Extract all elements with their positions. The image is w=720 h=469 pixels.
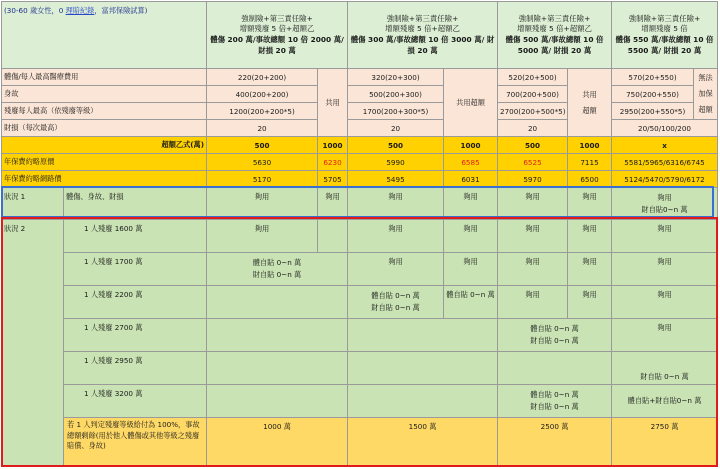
scenario-2-cell: 夠用	[568, 220, 612, 253]
scenario-1-plan-4-selfpay: 財自貼0~n 萬	[641, 204, 688, 214]
self-pay-text: 體自貼 0~n 萬	[446, 290, 495, 299]
scenario-2-cell	[348, 319, 498, 352]
scenario-2-cell: 夠用	[348, 253, 444, 286]
scenario-1-cell: 夠用	[498, 188, 568, 220]
corner-tail: ，富邦保險試算)	[94, 6, 148, 15]
shared-label-plan-3-a: 共用	[582, 89, 597, 99]
coverage-value: 750(200+550)	[612, 86, 694, 103]
scenario-2-cell	[444, 286, 498, 319]
scenario-2-cell	[498, 319, 612, 352]
scenario-2-cell	[498, 352, 612, 385]
scenario-2-cell: 夠用	[612, 319, 718, 352]
scenario-2-cell: 夠用	[498, 286, 568, 319]
shared-label-plan-2: 共用超額	[444, 69, 498, 137]
prop-pay-text: 財自貼 0~n 萬	[252, 270, 302, 279]
coverage-value: 570(20+550)	[612, 69, 694, 86]
premium-value: 6031	[444, 171, 498, 188]
self-pay-text: 體自貼 0~n 萬	[252, 258, 302, 267]
excess-value: x	[612, 137, 718, 154]
scenario-2-cell	[207, 352, 348, 385]
coverage-value: 520(20+500)	[498, 69, 568, 86]
scenario-2-cell: 夠用	[444, 220, 498, 253]
premium-value: 5581/5965/6316/6745	[612, 154, 718, 171]
scenario-2-row-4	[2, 319, 718, 352]
coverage-value: 20	[207, 120, 318, 137]
coverage-value: 20	[498, 120, 568, 137]
scenario-2-cell	[207, 253, 348, 286]
plan-4-note-2: 加保	[698, 89, 713, 98]
header-corner	[2, 2, 207, 69]
scenario-2-cell: 夠用	[568, 286, 612, 319]
scenario-2-condition-row	[2, 418, 718, 466]
excess-value: 500	[207, 137, 318, 154]
scenario-2-row-1	[2, 220, 718, 253]
plan-4-line1: 強制險+第三責任險+	[628, 13, 701, 23]
premium-value: 6230	[318, 154, 348, 171]
scenario-2-row-2	[2, 253, 718, 286]
self-pay-text: 體自貼 0~n 萬	[530, 390, 579, 399]
premium-value: 5124/5470/5790/6172	[612, 171, 718, 188]
premium-value: 6525	[498, 154, 568, 171]
coverage-value: 20/50/100/200	[612, 120, 718, 137]
premium-value: 5705	[318, 171, 348, 188]
excess-value: 1000	[318, 137, 348, 154]
plan-4-note-1: 無法	[698, 73, 713, 82]
excess-value: 1000	[568, 137, 612, 154]
prop-pay-text: 財自貼 0~n 萬	[530, 336, 579, 345]
scenario-1-plan-4-ok: 夠用	[657, 192, 672, 202]
premium-original-row	[2, 154, 718, 171]
plan-4-header	[612, 2, 718, 69]
scenario-2-cell: 財自貼 0~n 萬	[612, 352, 718, 385]
plan-2-line1: 強制險+第三責任險+	[386, 13, 459, 23]
plan-2-line3: 體傷 300 萬/事故總額 10 倍 3000 萬/ 財損 20 萬	[350, 35, 495, 55]
scenario-2-case: 1 人殘廢 2700 萬	[64, 319, 207, 352]
scenario-2-cell: 夠用	[207, 220, 318, 253]
scenario-2-cell	[207, 385, 348, 418]
scenario-2-case: 1 人殘廢 2200 萬	[64, 286, 207, 319]
scenario-2-case: 1 人殘廢 1600 萬	[64, 220, 207, 253]
self-pay-text: 體自貼 0~n 萬	[371, 291, 420, 300]
excess-value: 500	[498, 137, 568, 154]
claims-record-link[interactable]: 理賠紀錄	[65, 6, 95, 15]
plan-1-header	[207, 2, 348, 69]
scenario-1-row	[2, 188, 718, 220]
coverage-value: 1200(200+200*5)	[207, 103, 318, 120]
scenario-2-cell: 夠用	[612, 286, 718, 319]
plan-2-header	[348, 2, 498, 69]
coverage-value: 320(20+300)	[348, 69, 444, 86]
scenario-2-cell: 夠用	[444, 253, 498, 286]
plan-1-line2: 增額殘廢 5 倍+超額乙	[239, 24, 315, 34]
plan-1-line1: 強制險+第三責任險+	[241, 13, 313, 23]
premium-value: 6585	[444, 154, 498, 171]
scenario-2-cell: 夠用	[568, 253, 612, 286]
premium-value: 5970	[498, 171, 568, 188]
scenario-2-cell: 體自貼+財自貼0~n 萬	[612, 385, 718, 418]
remaining-amount: 2750 萬	[612, 418, 718, 466]
coverage-label: 身故	[2, 86, 207, 103]
coverage-label: 殘廢每人最高（依殘廢等級）	[2, 103, 207, 120]
coverage-value: 2700(200+500*5)	[498, 103, 568, 120]
scenario-2-row-6	[2, 385, 718, 418]
plan-4-note-3: 超額	[698, 105, 713, 114]
premium-value: 7115	[568, 154, 612, 171]
premium-value: 5630	[207, 154, 318, 171]
corner-text: (30-60 歲女性，0	[4, 6, 66, 15]
scenario-2-cell	[207, 286, 348, 319]
scenario-2-cell	[348, 385, 498, 418]
scenario-1-cell: 夠用	[568, 188, 612, 220]
shared-label-plan-3	[568, 69, 612, 137]
prop-pay-text: 財自貼 0~n 萬	[530, 402, 579, 411]
scenario-1-cell: 夠用	[207, 188, 318, 220]
scenario-2-case: 1 人殘廢 1700 萬	[64, 253, 207, 286]
coverage-value: 500(200+300)	[348, 86, 444, 103]
coverage-row-medical	[2, 69, 718, 86]
scenario-2-label: 狀況 2	[2, 220, 64, 466]
coverage-value: 2950(200+550*5)	[612, 103, 694, 120]
premium-value: 5170	[207, 171, 318, 188]
remaining-amount: 1000 萬	[207, 418, 348, 466]
scenario-2-condition: 若 1 人判定殘廢等級給付為 100%，事故總額剩餘(用於他人體傷或其他等級之殘廢賠償、身故)	[64, 418, 207, 466]
shared-label-plan-3-b: 超額	[582, 105, 597, 115]
premium-value: 5495	[348, 171, 444, 188]
coverage-value: 700(200+500)	[498, 86, 568, 103]
plan-3-line1: 強制險+第三責任險+	[518, 13, 591, 23]
scenario-2-cell: 夠用	[612, 253, 718, 286]
scenario-1-cell: 夠用	[444, 188, 498, 220]
premium-value: 6500	[568, 171, 612, 188]
shared-label-plan-1: 共用	[318, 69, 348, 137]
excess-value: 500	[348, 137, 444, 154]
scenario-1-desc: 體傷、身故、財損	[64, 188, 207, 220]
premium-online-row	[2, 171, 718, 188]
plan-3-line3: 體傷 500 萬/事故總額 10 倍 5000 萬/ 財損 20 萬	[505, 35, 604, 55]
scenario-1-plan-4	[612, 188, 718, 220]
scenario-2-case: 1 人殘廢 2950 萬	[64, 352, 207, 385]
plan-2-line2: 增額殘廢 5 倍+超額乙	[385, 24, 460, 34]
coverage-value: 1700(200+300*5)	[348, 103, 444, 120]
coverage-value: 220(20+200)	[207, 69, 318, 86]
coverage-value: 20	[348, 120, 444, 137]
plan-header-row	[2, 2, 718, 69]
excess-value: 1000	[444, 137, 498, 154]
scenario-2-cell: 夠用	[498, 220, 568, 253]
scenario-1-label: 狀況 1	[2, 188, 64, 220]
coverage-value: 400(200+200)	[207, 86, 318, 103]
scenario-2-cell	[207, 319, 348, 352]
remaining-amount: 2500 萬	[498, 418, 612, 466]
premium-value: 5990	[348, 154, 444, 171]
self-pay-text: 體自貼 0~n 萬	[530, 324, 579, 333]
scenario-2-row-5	[2, 352, 718, 385]
scenario-2-cell	[348, 352, 498, 385]
scenario-2-cell: 夠用	[498, 253, 568, 286]
excess-row	[2, 137, 718, 154]
plan-3-line2: 增額殘廢 5 倍+超額乙	[517, 24, 592, 34]
plan-1-line3: 體傷 200 萬/事故總額 10 倍 2000 萬/ 財損 20 萬	[210, 35, 344, 55]
scenario-2-cell	[498, 385, 612, 418]
plan-3-header	[498, 2, 612, 69]
scenario-2-row-3	[2, 286, 718, 319]
remaining-amount: 1500 萬	[348, 418, 498, 466]
plan-4-line2: 增額殘廢 5 倍	[641, 24, 688, 34]
plan-4-line3: 體傷 550 萬/事故總額 10 倍 5500 萬/ 財損 20 萬	[615, 35, 714, 55]
plan-4-note	[694, 69, 718, 120]
scenario-1-cell: 夠用	[318, 188, 348, 220]
scenario-2-cell: 夠用	[348, 220, 444, 253]
excess-label: 超額乙式(萬)	[2, 137, 207, 154]
premium-label: 年保費約略原價	[2, 154, 207, 171]
scenario-2-case: 1 人殘廢 3200 萬	[64, 385, 207, 418]
prop-pay-text: 財自貼 0~n 萬	[371, 303, 420, 312]
scenario-2-cell: 夠用	[612, 220, 718, 253]
insurance-comparison-table	[1, 1, 718, 466]
scenario-2-cell	[318, 220, 348, 253]
premium-label: 年保費約略網路價	[2, 171, 207, 188]
scenario-1-cell: 夠用	[348, 188, 444, 220]
scenario-2-cell	[348, 286, 444, 319]
coverage-label: 財損（每次最高）	[2, 120, 207, 137]
coverage-label: 體傷/每人最高醫療費用	[2, 69, 207, 86]
